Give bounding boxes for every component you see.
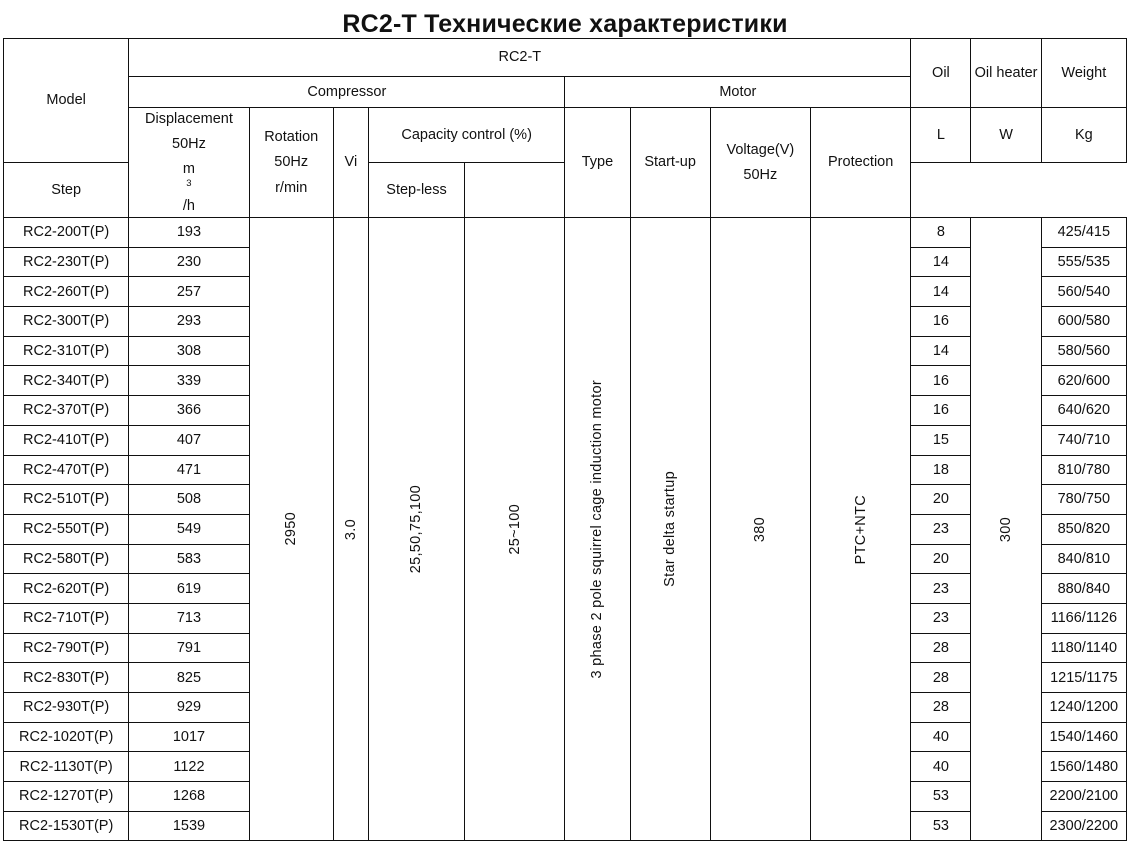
cell-oil: 14 [911,247,971,277]
cell-protection-merged [810,218,910,841]
cell-displacement: 339 [129,366,249,396]
cell-rotation-merged [249,218,333,841]
header-rotation-freq: 50Hz [274,154,309,171]
cell-model: RC2-830T(P) [4,663,129,693]
cell-displacement: 508 [129,485,249,515]
header-capacity-control: Capacity control (%) [368,108,564,163]
cell-model: RC2-710T(P) [4,603,129,633]
header-oil-unit: L [911,108,971,163]
table-row [4,218,1127,248]
cell-weight: 840/810 [1041,544,1126,574]
cell-oil: 28 [911,663,971,693]
cell-weight: 880/840 [1041,574,1126,604]
cell-oil: 28 [911,633,971,663]
cell-displacement: 257 [129,277,249,307]
cell-displacement: 619 [129,574,249,604]
cell-model: RC2-1530T(P) [4,811,129,841]
cell-oil: 28 [911,693,971,723]
header-oil: Oil [911,39,971,108]
cell-weight: 1560/1480 [1041,752,1126,782]
cell-displacement: 366 [129,396,249,426]
cell-step-merged [368,218,464,841]
cell-step-less-merged-text: 25~100 [506,503,523,555]
cell-model: RC2-260T(P) [4,277,129,307]
header-protection: Protection [810,108,910,218]
cell-displacement: 1122 [129,752,249,782]
header-rotation-label: Rotation [264,129,319,146]
header-startup: Start-up [630,108,710,218]
cell-oil: 18 [911,455,971,485]
cell-model: RC2-470T(P) [4,455,129,485]
cell-weight: 1240/1200 [1041,693,1126,723]
cell-model: RC2-370T(P) [4,396,129,426]
cell-model: RC2-790T(P) [4,633,129,663]
table-head [4,39,1127,218]
header-oil-heater: Oil heater [971,39,1041,108]
cell-model: RC2-410T(P) [4,425,129,455]
cell-weight: 1540/1460 [1041,722,1126,752]
header-displacement-freq: 50Hz [172,136,206,153]
cell-weight: 600/580 [1041,307,1126,337]
header-displacement-unit: m $^3$ /h [182,161,195,214]
cell-oil: 20 [911,544,971,574]
cell-displacement: 713 [129,603,249,633]
header-voltage-label: Voltage(V) [726,141,795,158]
cell-model: RC2-340T(P) [4,366,129,396]
table-body [4,218,1127,841]
page-title: RC2-T Технические характеристики [342,10,788,38]
cell-oil: 14 [911,336,971,366]
specifications-table [3,38,1127,841]
header-step-less: Step-less [368,163,464,218]
cell-weight: 580/560 [1041,336,1126,366]
cell-oil: 15 [911,425,971,455]
header-row-sub-a [4,108,1127,163]
cell-displacement: 1017 [129,722,249,752]
cell-weight: 620/600 [1041,366,1126,396]
cell-oil: 8 [911,218,971,248]
cell-model: RC2-1270T(P) [4,782,129,812]
cell-weight: 740/710 [1041,425,1126,455]
header-displacement [129,108,249,218]
cell-startup-merged [630,218,710,841]
cell-displacement: 929 [129,693,249,723]
cell-model: RC2-200T(P) [4,218,129,248]
cell-oil: 40 [911,752,971,782]
cell-model: RC2-1130T(P) [4,752,129,782]
cell-weight: 555/535 [1041,247,1126,277]
cell-model: RC2-230T(P) [4,247,129,277]
cell-displacement: 230 [129,247,249,277]
cell-model: RC2-930T(P) [4,693,129,723]
cell-vi-merged-text: 3.0 [342,518,359,540]
cell-oil: 23 [911,574,971,604]
cell-vi-merged [333,218,368,841]
cell-model: RC2-580T(P) [4,544,129,574]
cell-oil: 16 [911,307,971,337]
cell-model: RC2-1020T(P) [4,722,129,752]
cell-weight: 780/750 [1041,485,1126,515]
cell-weight: 1166/1126 [1041,603,1126,633]
cell-displacement: 1539 [129,811,249,841]
cell-weight: 640/620 [1041,396,1126,426]
cell-model: RC2-510T(P) [4,485,129,515]
cell-step-merged-text: 25,50,75,100 [408,485,425,574]
cell-weight: 1215/1175 [1041,663,1126,693]
cell-oil: 53 [911,811,971,841]
header-type: Type [565,108,630,218]
header-weight-unit: Kg [1041,108,1126,163]
header-oil-heater-unit: W [971,108,1041,163]
header-motor: Motor [565,77,911,108]
cell-displacement: 791 [129,633,249,663]
spec-table-container [0,38,1130,841]
cell-oil: 40 [911,722,971,752]
cell-weight: 850/820 [1041,514,1126,544]
cell-displacement: 1268 [129,782,249,812]
cell-motor-type-merged [565,218,630,841]
cell-voltage-merged [710,218,810,841]
header-step: Step [4,163,129,218]
cell-displacement: 308 [129,336,249,366]
cell-oil: 16 [911,366,971,396]
cell-motor-type-merged-text: 3 phase 2 pole squirrel cage induction motor [589,379,606,679]
cell-weight: 810/780 [1041,455,1126,485]
cell-oil-heater-merged-text: 300 [998,516,1014,542]
cell-model: RC2-300T(P) [4,307,129,337]
cell-weight: 425/415 [1041,218,1126,248]
header-row-brand [4,39,1127,77]
cell-weight: 2200/2100 [1041,782,1126,812]
cell-protection-merged-text: PTC+NTC [852,494,869,564]
header-brand-band: RC2-T [129,39,911,77]
cell-displacement: 583 [129,544,249,574]
cell-weight: 560/540 [1041,277,1126,307]
header-voltage-freq: 50Hz [743,167,778,183]
cell-displacement: 549 [129,514,249,544]
cell-rotation-merged-text: 2950 [283,512,300,546]
header-rotation-unit: r/min [275,179,308,196]
header-compressor: Compressor [129,77,565,108]
header-weight: Weight [1041,39,1126,108]
cell-oil: 23 [911,514,971,544]
cell-oil: 23 [911,603,971,633]
cell-oil: 53 [911,782,971,812]
cell-oil: 16 [911,396,971,426]
cell-model: RC2-310T(P) [4,336,129,366]
cell-displacement: 407 [129,425,249,455]
cell-weight: 2300/2200 [1041,811,1126,841]
cell-oil-heater-merged [971,218,1041,841]
cell-displacement: 293 [129,307,249,337]
cell-displacement: 471 [129,455,249,485]
header-displacement-label: Displacement [145,111,233,128]
cell-step-less-merged [465,218,565,841]
header-vi: Vi [333,108,368,218]
header-rotation [249,108,333,218]
cell-displacement: 825 [129,663,249,693]
cell-displacement: 193 [129,218,249,248]
cell-weight: 1180/1140 [1041,633,1126,663]
cell-startup-merged-text: Star delta startup [662,471,679,588]
cell-model: RC2-550T(P) [4,514,129,544]
cell-model: RC2-620T(P) [4,574,129,604]
cell-oil: 14 [911,277,971,307]
header-voltage [710,108,810,218]
header-model: Model [4,39,129,163]
cell-oil: 20 [911,485,971,515]
cell-voltage-merged-text: 380 [752,516,769,542]
